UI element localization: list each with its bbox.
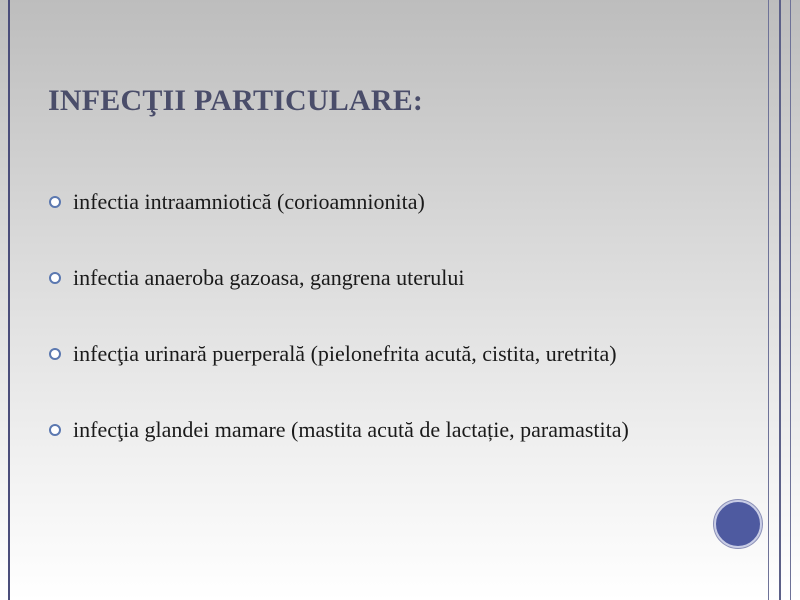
bullet-ring-icon xyxy=(49,424,61,436)
bullet-item xyxy=(46,262,686,294)
bullet-ring-icon xyxy=(49,196,61,208)
right-border-rule xyxy=(768,0,769,600)
bullet-list xyxy=(46,186,686,446)
left-border-rule xyxy=(8,0,10,600)
right-border-rule xyxy=(790,0,791,600)
bullet-text: infectia intraamniotică (corioamnionita) xyxy=(73,189,425,214)
bullet-text: infectia anaeroba gazoasa, gangrena uterului xyxy=(73,265,465,290)
bullet-item xyxy=(46,186,686,218)
right-border-rule xyxy=(779,0,781,600)
bullet-text: infecţia urinară puerperală (pielonefrita acută, cistita, uretrita) xyxy=(73,341,617,366)
bullet-item xyxy=(46,338,686,370)
slide-title: INFECŢII PARTICULARE: xyxy=(48,84,424,117)
bullet-ring-icon xyxy=(49,348,61,360)
bullet-item xyxy=(46,414,686,446)
bullet-ring-icon xyxy=(49,272,61,284)
bullet-text: infecţia glandei mamare (mastita acută de lactație, paramastita) xyxy=(73,417,629,442)
decorative-circle xyxy=(714,500,762,548)
